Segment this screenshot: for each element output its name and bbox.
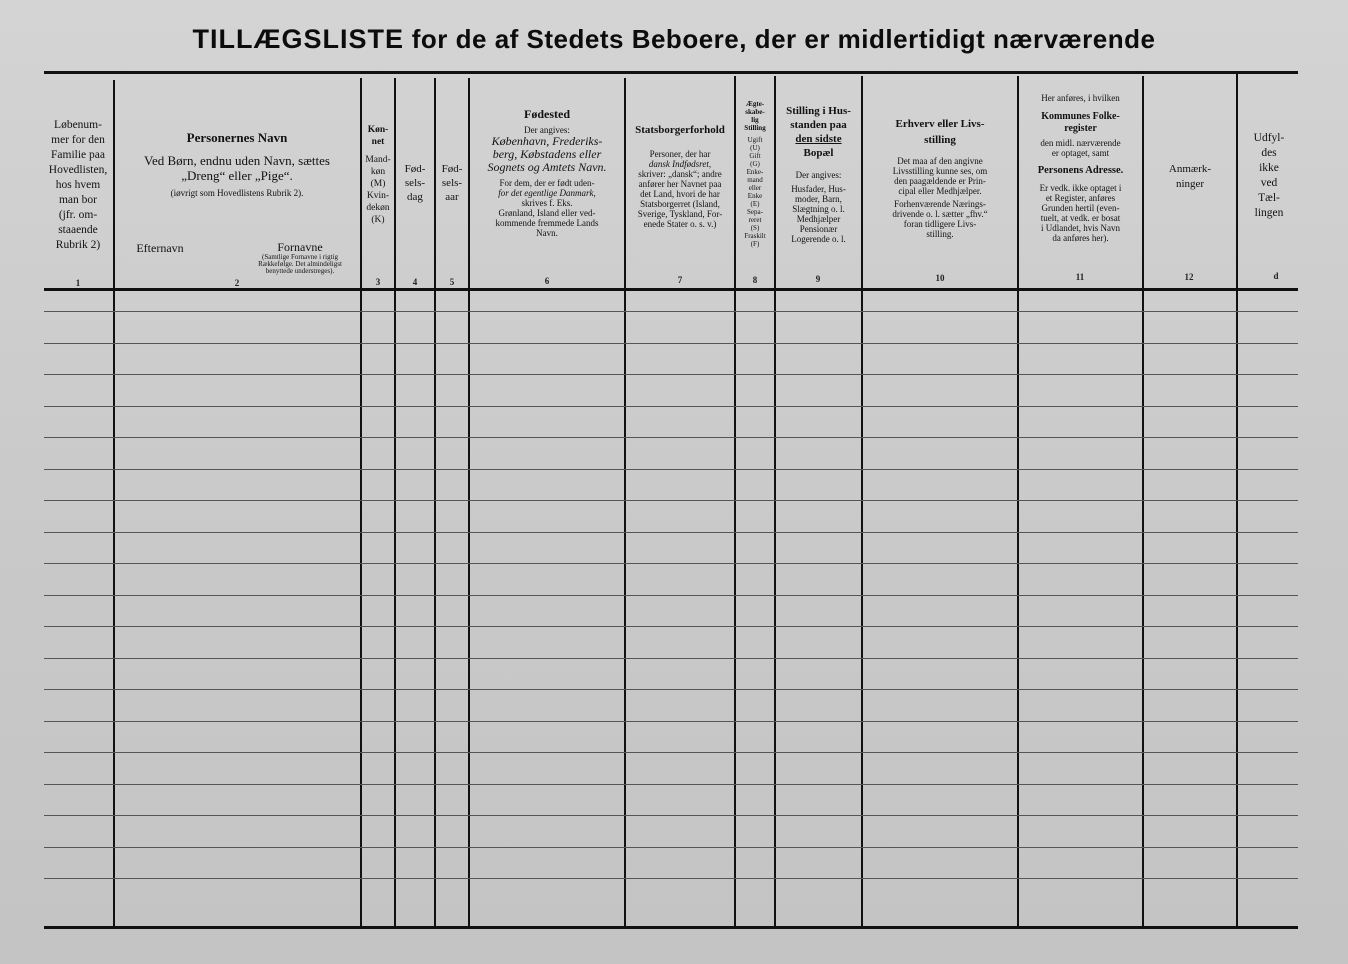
row-rule <box>44 437 1298 438</box>
cold-line: Tæl- <box>1258 192 1280 204</box>
col10-text: Det maa af den angivne <box>897 156 983 166</box>
col7-text: enede Stater o. s. v.) <box>643 219 717 229</box>
col-line-11 <box>1142 76 1144 926</box>
col10-text: Livsstilling kunne ses, om <box>892 166 988 176</box>
col3-line: køn <box>370 167 386 177</box>
col12-header <box>1144 162 1236 192</box>
col7-text: dansk Indfødsret, <box>648 159 712 169</box>
col6-text: Navn. <box>536 228 558 238</box>
cold-line: Udfyl- <box>1253 132 1285 144</box>
col9-text: Husfader, Hus- <box>791 184 846 194</box>
row-rule <box>44 815 1298 816</box>
col-number: d <box>1273 271 1279 281</box>
col8-line: (G) <box>750 160 760 168</box>
col-number: 4 <box>412 277 418 287</box>
col8-line: (E) <box>750 200 760 208</box>
col8-line: Stilling <box>744 124 766 132</box>
row-rule <box>44 658 1298 659</box>
col-number: 7 <box>677 275 683 285</box>
row-rule <box>44 532 1298 533</box>
col9-text: moder, Barn, <box>795 194 842 204</box>
col1-line: Rubrik 2) <box>55 239 101 251</box>
col6-text: Grønland, Island eller ved- <box>498 208 596 218</box>
row-rule <box>44 311 1298 312</box>
col2-note: (iøvrigt som Hovedlistens Rubrik 2). <box>170 188 304 198</box>
row-rule <box>44 374 1298 375</box>
col2-efternavn: Efternavn <box>136 241 184 255</box>
col8-line: Ægte- <box>745 100 765 108</box>
col11-text: tuelt, at vedk. er bosat <box>1040 213 1121 223</box>
col1-line: (jfr. om- <box>58 209 98 221</box>
col8-line: skabe- <box>745 108 765 116</box>
col9-text: Pensionær <box>799 224 838 234</box>
col4-header <box>396 162 434 204</box>
col2-fornavne-note: benyttede understreges). <box>265 267 335 275</box>
col11-heading: register <box>1064 123 1097 134</box>
col7-text: Statsborgerret (Island, <box>640 199 720 209</box>
col-number: 3 <box>375 277 381 287</box>
col11-text: et Register, anføres <box>1045 193 1116 203</box>
col1-line: man bor <box>58 194 97 206</box>
col8-line: (S) <box>750 224 760 232</box>
form-title-caps: TILLÆGSLISTE <box>192 24 405 54</box>
col8-line: eller <box>748 184 762 192</box>
col10-text: stilling. <box>926 229 954 239</box>
row-rule <box>44 563 1298 564</box>
col9-text: Slægtning o. l. <box>792 204 845 214</box>
cold-line: ikke <box>1259 162 1279 174</box>
top-rule <box>44 71 1298 74</box>
row-rule <box>44 752 1298 753</box>
col10-text: drivende o. l. sætter „fhv.“ <box>892 209 988 219</box>
col3-line: dekøn <box>366 203 390 213</box>
col6-header <box>470 108 624 238</box>
col10-text: cipal eller Medhjælper. <box>898 186 982 196</box>
col8-line: Sepa- <box>747 208 763 216</box>
col8-header <box>736 100 774 248</box>
col8-line: lig <box>751 116 759 124</box>
col2-text: Ved Børn, endnu uden Navn, sættes <box>144 153 330 168</box>
col8-line: reret <box>748 216 762 224</box>
col7-header <box>626 124 734 229</box>
col8-line: (F) <box>750 240 760 248</box>
row-rule <box>44 878 1298 879</box>
col8-line: Fraskilt <box>744 232 766 240</box>
col1-line: mer for den <box>51 134 105 146</box>
col7-text: Sverige, Tyskland, For- <box>637 209 723 219</box>
form-title-rest: for de af Stedets Beboere, der er midlertidigt nærværende <box>411 24 1156 54</box>
row-rule <box>44 343 1298 344</box>
row-rule <box>44 595 1298 596</box>
col5-line: Fød- <box>441 163 463 175</box>
col6-text: for det egentlige Danmark, <box>498 188 596 198</box>
col7-text: anfører her Navnet paa <box>638 179 722 189</box>
col11-text1: den midl. nærværende <box>1040 138 1121 148</box>
col6-italic: København, Frederiks- <box>491 134 603 148</box>
header-bottom-rule <box>44 288 1298 291</box>
col9-heading: Bopæl <box>803 147 834 159</box>
cold-line: ved <box>1260 177 1278 189</box>
row-rule <box>44 721 1298 722</box>
col-number: 5 <box>449 277 455 287</box>
col11-text1: er optaget, samt <box>1051 148 1110 158</box>
col-number: 11 <box>1075 272 1085 282</box>
col7-text: Personer, der har <box>649 149 711 159</box>
col3-line: (M) <box>370 179 386 189</box>
cold-line: des <box>1261 147 1277 159</box>
col1-line: hos hvem <box>55 179 101 191</box>
col6-italic: berg, Købstadens eller <box>492 147 602 161</box>
col7-text: det Land, hvori de har <box>640 189 720 199</box>
col11-heading2: Personens Adresse. <box>1037 165 1124 176</box>
col3-line: Kvin- <box>366 191 390 201</box>
col10-text: foran tidligere Livs- <box>903 219 977 229</box>
form-title <box>0 24 1348 55</box>
col3-line: Mand- <box>365 155 391 165</box>
col2-heading: Personernes Navn <box>186 130 288 145</box>
col6-heading: Fødested <box>524 107 570 121</box>
col-number: 9 <box>815 274 821 284</box>
col3-header <box>362 124 394 226</box>
row-rule <box>44 626 1298 627</box>
col1-line: Løbenum- <box>54 119 102 131</box>
col2-fornavne <box>240 241 360 275</box>
col2-header <box>117 130 357 198</box>
col-number: 8 <box>752 275 758 285</box>
col8-line: mand <box>747 176 763 184</box>
col10-header <box>863 116 1017 239</box>
col10-heading: stilling <box>924 134 956 146</box>
col3-line: (K) <box>371 215 385 225</box>
col1-header <box>40 118 116 253</box>
col-number: 12 <box>1184 272 1194 282</box>
row-rule <box>44 469 1298 470</box>
col9-text: Medhjælper <box>796 214 841 224</box>
col4-line: Fød- <box>404 163 426 175</box>
col6-sub: Der angives: <box>524 125 570 135</box>
col1-line: Hovedlisten, <box>48 164 108 176</box>
col6-italic: Sognets og Amtets Navn. <box>487 160 607 174</box>
col2-text: „Dreng“ eller „Pige“. <box>181 168 293 183</box>
col2-fornavne-label: Fornavne <box>277 240 323 254</box>
col2-fornavne-note: Rækkefølge. Det almindeligst <box>258 260 342 268</box>
col12-heading: Anmærk- <box>1168 163 1212 175</box>
col-number: 1 <box>75 278 81 288</box>
col6-text: skrives f. Eks. <box>521 198 573 208</box>
col-number: 2 <box>234 278 240 288</box>
col10-text: den paagældende er Prin- <box>894 176 986 186</box>
col1-line: Familie paa <box>51 149 105 161</box>
col11-heading: Kommunes Folke- <box>1041 111 1120 122</box>
col11-top: Her anføres, i hvilken <box>1041 93 1120 103</box>
col11-text: da anføres her). <box>1052 233 1109 243</box>
col11-header <box>1019 93 1142 243</box>
col11-text: Grunden hertil (even- <box>1041 203 1120 213</box>
col9-text: Logerende o. l. <box>791 234 846 244</box>
col3-line: net <box>371 137 385 147</box>
col2-fornavne-note: (Samtlige Fornavne i rigtig <box>261 253 338 261</box>
cold-line: lingen <box>1254 207 1284 219</box>
col8-line: Enke- <box>746 168 764 176</box>
col4-line: dag <box>407 191 423 203</box>
col9-heading: standen paa <box>790 119 847 131</box>
col8-line: Gift <box>749 152 761 160</box>
cold-header <box>1238 131 1300 221</box>
col8-line: Enke <box>747 192 763 200</box>
col6-text: For dem, der er født uden- <box>499 178 595 188</box>
col12-heading: ninger <box>1175 178 1205 190</box>
col9-heading: den sidste <box>795 133 842 145</box>
bottom-rule <box>44 926 1298 929</box>
col11-text: i Udlandet, hvis Navn <box>1041 223 1120 233</box>
col9-sub: Der angives: <box>795 170 842 180</box>
col5-line: sels- <box>441 177 463 189</box>
row-rule <box>44 689 1298 690</box>
col-number: 6 <box>544 276 550 286</box>
col8-line: Ugift <box>747 136 763 144</box>
col7-heading: Statsborgerforhold <box>635 124 725 136</box>
col7-text: skriver: „dansk“; andre <box>638 169 722 179</box>
row-rule <box>44 406 1298 407</box>
col8-line: (U) <box>750 144 760 152</box>
col-line-3 <box>394 78 396 926</box>
col4-line: sels- <box>404 177 426 189</box>
col6-text: kommende fremmede Lands <box>495 218 599 228</box>
col-line-4 <box>434 78 436 926</box>
col-number: 10 <box>935 273 945 283</box>
col11-text: Er vedk. ikke optaget i <box>1039 183 1122 193</box>
col3-line: Køn- <box>367 125 389 135</box>
col5-header <box>436 162 468 204</box>
col10-heading: Erhverv eller Livs- <box>895 118 985 130</box>
col1-line: staaende <box>58 224 98 236</box>
col9-header <box>776 104 861 244</box>
row-rule <box>44 784 1298 785</box>
row-rule <box>44 847 1298 848</box>
row-rule <box>44 500 1298 501</box>
col10-text: Forhenværende Nærings- <box>894 199 986 209</box>
col9-heading: Stilling i Hus- <box>786 105 851 117</box>
col5-line: aar <box>445 191 459 203</box>
